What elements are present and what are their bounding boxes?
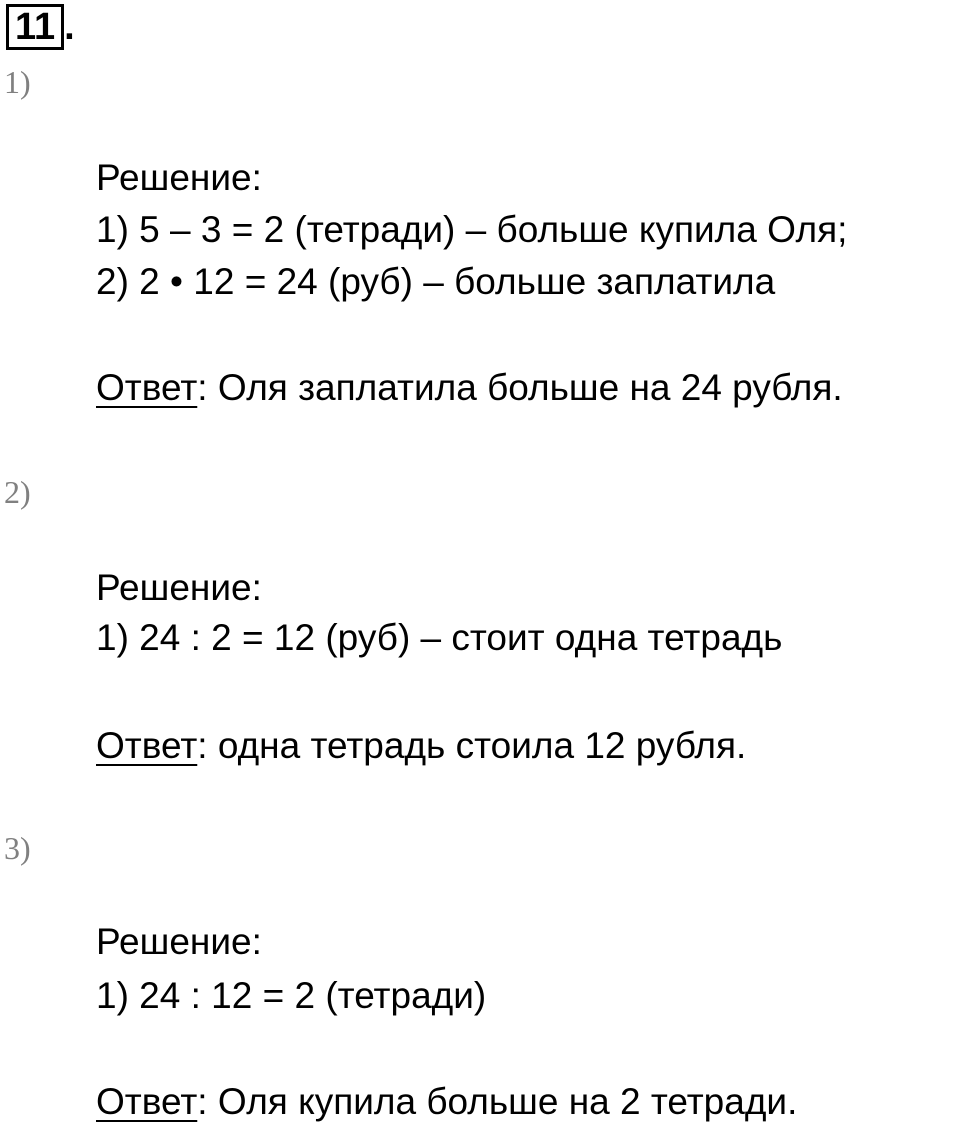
part-2-label: 2) bbox=[4, 474, 31, 510]
part-2-answer bbox=[96, 724, 746, 768]
part-1-answer-label: Ответ bbox=[96, 367, 198, 408]
part-2-step-1: 1) 24 : 2 = 12 (руб) – стоит одна тетрадь bbox=[96, 617, 783, 658]
part-2-solution-heading: Решение: bbox=[96, 567, 262, 608]
part-1-answer-text: : Оля заплатила больше на 24 рубля. bbox=[197, 367, 843, 408]
part-3-step-1: 1) 24 : 12 = 2 (тетради) bbox=[96, 975, 487, 1016]
part-3-answer bbox=[96, 1080, 797, 1124]
task-number bbox=[6, 4, 75, 50]
part-1-step-2: 2) 2 • 12 = 24 (руб) – больше заплатила bbox=[96, 261, 776, 302]
part-3-solution-heading: Решение: bbox=[96, 921, 262, 962]
part-1-answer bbox=[96, 366, 843, 410]
task-number-value: 11 bbox=[15, 6, 56, 48]
part-2-answer-label: Ответ bbox=[96, 725, 198, 766]
part-3-label: 3) bbox=[4, 830, 31, 866]
task-number-box bbox=[6, 4, 64, 50]
part-1-solution-heading: Решение: bbox=[96, 157, 262, 198]
part-1-label: 1) bbox=[4, 64, 31, 100]
part-3-answer-text: : Оля купила больше на 2 тетради. bbox=[197, 1081, 798, 1122]
part-3-answer-label: Ответ bbox=[96, 1081, 198, 1122]
part-2-answer-text: : одна тетрадь стоила 12 рубля. bbox=[197, 725, 747, 766]
part-1-step-1: 1) 5 – 3 = 2 (тетради) – больше купила Оля; bbox=[96, 209, 848, 250]
task-number-dot: . bbox=[64, 6, 75, 48]
